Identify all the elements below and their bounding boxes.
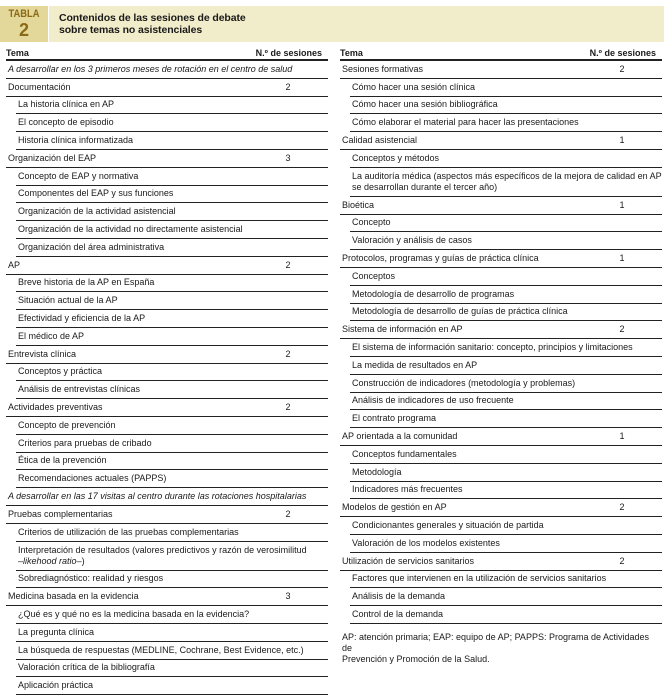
subtopic-row xyxy=(350,571,662,589)
topic-label: Protocolos, programas y guías de práctica clínica xyxy=(342,253,539,264)
subtopic-label-line2: se desarrollan durante el tercer año) xyxy=(352,181,498,192)
session-count: 2 xyxy=(285,402,291,413)
column-header xyxy=(6,44,328,61)
subtopic-label: Valoración de los modelos existentes xyxy=(352,537,500,548)
subtopic-label: Concepto de EAP y normativa xyxy=(18,170,139,181)
subtopic-row xyxy=(350,339,662,357)
subtopic-row xyxy=(16,606,328,624)
section-label: A desarrollar en los 3 primeros meses de rotación en el centro de salud xyxy=(8,63,293,74)
subtopic-label: Historia clínica informatizada xyxy=(18,135,134,146)
topic-row xyxy=(340,250,662,268)
subtopic-label: Criterios para pruebas de cribado xyxy=(18,437,152,448)
subtopic-row xyxy=(350,446,662,464)
subtopic-label: Conceptos xyxy=(352,270,396,281)
subtopic-label: Metodología de desarrollo de guías de práctica clínica xyxy=(352,306,568,317)
subtopic-row xyxy=(16,417,328,435)
session-count: 2 xyxy=(619,502,625,513)
subtopic-row xyxy=(16,114,328,132)
topic-label: Utilización de servicios sanitarios xyxy=(342,555,475,566)
session-count: 2 xyxy=(619,324,625,335)
subtopic-row xyxy=(350,97,662,115)
session-count: 1 xyxy=(619,199,625,210)
table-title-line2: sobre temas no asistenciales xyxy=(59,24,203,36)
column-header xyxy=(340,44,662,61)
subtopic-row xyxy=(350,588,662,606)
subtopic-row xyxy=(350,168,662,197)
table-label-number: 2 xyxy=(18,20,29,40)
subtopic-label: Conceptos fundamentales xyxy=(352,448,457,459)
subtopic-label: Componentes del EAP y sus funciones xyxy=(18,188,174,199)
column-header-topic: Tema xyxy=(6,48,29,58)
column-header-sessions: N.º de sesiones xyxy=(255,48,322,58)
topic-label: Actividades preventivas xyxy=(8,402,103,413)
subtopic-row xyxy=(16,453,328,471)
topic-label: AP orientada a la comunidad xyxy=(342,431,458,442)
topic-row xyxy=(340,428,662,446)
topic-label: AP xyxy=(8,259,21,270)
column-header-sessions: N.º de sesiones xyxy=(589,48,656,58)
subtopic-row xyxy=(16,275,328,293)
subtopic-label: Recomendaciones actuales (PAPPS) xyxy=(18,473,167,484)
subtopic-label: Aplicación práctica xyxy=(18,680,94,691)
topic-row xyxy=(340,61,662,79)
subtopic-row xyxy=(16,435,328,453)
topic-label: Pruebas complementarias xyxy=(8,508,113,519)
subtopic-label xyxy=(350,171,662,193)
subtopic-row xyxy=(350,304,662,322)
subtopic-label: Condicionantes generales y situación de partida xyxy=(352,520,544,531)
subtopic-row xyxy=(16,571,328,589)
subtopic-row xyxy=(16,524,328,542)
topic-row xyxy=(340,499,662,517)
topic-row xyxy=(6,79,328,97)
topic-label: Entrevista clínica xyxy=(8,348,77,359)
subtopic-row xyxy=(350,232,662,250)
subtopic-label: Breve historia de la AP en España xyxy=(18,277,155,288)
topic-label: Medicina basada en la evidencia xyxy=(8,591,139,602)
topic-row xyxy=(6,399,328,417)
subtopic-row xyxy=(350,150,662,168)
topic-label: Calidad asistencial xyxy=(342,135,418,146)
subtopic-label: Efectividad y eficiencia de la AP xyxy=(18,313,146,324)
subtopic-label: Criterios de utilización de las pruebas complementarias xyxy=(18,526,239,537)
topic-row xyxy=(6,346,328,364)
subtopic-row xyxy=(16,677,328,695)
section-heading xyxy=(6,61,328,79)
subtopic-row xyxy=(350,393,662,411)
topic-label: Documentación xyxy=(8,81,71,92)
subtopic-row xyxy=(350,606,662,624)
subtopic-row xyxy=(16,168,328,186)
subtopic-row xyxy=(350,464,662,482)
topic-label: Bioética xyxy=(342,199,375,210)
subtopic-label: Metodología xyxy=(352,466,402,477)
subtopic-row xyxy=(16,203,328,221)
footnote-line2: Prevención y Promoción de la Salud. xyxy=(342,653,490,664)
subtopic-row xyxy=(350,286,662,304)
subtopic-row xyxy=(16,364,328,382)
session-count: 2 xyxy=(285,508,291,519)
subtopic-row xyxy=(350,517,662,535)
session-count: 2 xyxy=(619,555,625,566)
subtopic-label: Construcción de indicadores (metodología y problemas) xyxy=(352,377,576,388)
subtopic-label: Sobrediagnóstico: realidad y riesgos xyxy=(18,573,164,584)
subtopic-label: ¿Qué es y qué no es la medicina basada en la evidencia? xyxy=(18,609,250,619)
session-count: 2 xyxy=(619,63,625,74)
subtopic-row xyxy=(16,642,328,660)
left-column xyxy=(6,44,328,695)
subtopic-label: Organización de la actividad no directamente asistencial xyxy=(18,224,243,235)
subtopic-label: Análisis de la demanda xyxy=(352,591,446,602)
topic-row xyxy=(340,197,662,215)
subtopic-label: La búsqueda de respuestas (MEDLINE, Cochrane, Best Evidence, etc.) xyxy=(18,644,304,655)
subtopic-label-line1: La auditoría médica (aspectos más específicos de la mejora de calidad en AP xyxy=(352,170,662,181)
subtopic-label: Concepto xyxy=(352,217,391,228)
subtopic-label: Valoración crítica de la bibliografía xyxy=(18,662,155,673)
session-count: 2 xyxy=(285,81,291,92)
right-column xyxy=(340,44,662,665)
footnote-line1: AP: atención primaria; EAP: equipo de AP; PAPPS: Programa de Actividades de xyxy=(342,631,650,653)
subtopic-row xyxy=(16,624,328,642)
subtopic-row xyxy=(16,239,328,257)
subtopic-row xyxy=(16,328,328,346)
session-count: 2 xyxy=(285,259,291,270)
subtopic-label: Ética de la prevención xyxy=(18,455,107,466)
footnote xyxy=(340,624,662,665)
subtopic-label: Situación actual de la AP xyxy=(18,295,118,306)
subtopic-label: La pregunta clínica xyxy=(18,626,95,637)
table-title xyxy=(49,6,246,42)
session-count: 3 xyxy=(285,152,291,163)
topic-label: Organización del EAP xyxy=(8,152,97,163)
subtopic-row xyxy=(16,542,328,571)
subtopic-row xyxy=(16,310,328,328)
table-header xyxy=(0,6,664,42)
subtopic-row xyxy=(350,482,662,500)
table-title-line1: Contenidos de las sesiones de debate xyxy=(59,12,246,24)
subtopic-label: La historia clínica en AP xyxy=(18,99,115,110)
subtopic-label: Factores que intervienen en la utilización de servicios sanitarios xyxy=(352,573,607,584)
subtopic-label: Conceptos y práctica xyxy=(18,366,103,377)
subtopic-label: Cómo elaborar el material para hacer las presentaciones xyxy=(352,117,579,128)
section-heading xyxy=(6,488,328,506)
subtopic-row xyxy=(350,268,662,286)
subtopic-row xyxy=(16,470,328,488)
subtopic-label: Organización del área administrativa xyxy=(18,241,165,252)
subtopic-row xyxy=(350,79,662,97)
column-header-topic: Tema xyxy=(340,48,363,58)
topic-row xyxy=(6,506,328,524)
topic-label: Sesiones formativas xyxy=(342,63,424,74)
subtopic-label-line2: –likehood ratio–) xyxy=(18,555,85,566)
topic-row xyxy=(6,150,328,168)
subtopic-label: Valoración y análisis de casos xyxy=(352,235,472,246)
topic-row xyxy=(6,257,328,275)
subtopic-label: Análisis de entrevistas clínicas xyxy=(18,384,141,395)
topic-row xyxy=(6,588,328,606)
subtopic-row xyxy=(16,660,328,678)
table-label xyxy=(0,6,49,42)
subtopic-label: Control de la demanda xyxy=(352,609,444,619)
table-label-word: TABLA xyxy=(8,8,40,20)
section-label: A desarrollar en las 17 visitas al centro durante las rotaciones hospitalarias xyxy=(8,491,307,502)
subtopic-row xyxy=(16,97,328,115)
subtopic-row xyxy=(350,215,662,233)
session-count: 3 xyxy=(285,591,291,602)
subtopic-label: Metodología de desarrollo de programas xyxy=(352,288,515,299)
subtopic-label: El concepto de episodio xyxy=(18,117,114,128)
subtopic-label xyxy=(16,545,328,567)
subtopic-row xyxy=(350,375,662,393)
subtopic-row xyxy=(16,292,328,310)
subtopic-label: Cómo hacer una sesión bibliográfica xyxy=(352,99,498,110)
topic-label: Modelos de gestión en AP xyxy=(342,502,447,513)
subtopic-row xyxy=(350,535,662,553)
subtopic-label: Indicadores más frecuentes xyxy=(352,484,463,495)
subtopic-label: Conceptos y métodos xyxy=(352,152,440,163)
subtopic-label: Análisis de indicadores de uso frecuente xyxy=(352,395,514,406)
topic-row xyxy=(340,132,662,150)
session-count: 2 xyxy=(285,348,291,359)
session-count: 1 xyxy=(619,253,625,264)
subtopic-row xyxy=(350,357,662,375)
subtopic-row xyxy=(350,410,662,428)
subtopic-row xyxy=(350,114,662,132)
subtopic-label: La medida de resultados en AP xyxy=(352,359,478,370)
left-rows xyxy=(6,61,328,695)
subtopic-label-line1: Interpretación de resultados (valores predictivos y razón de verosimilitud xyxy=(18,544,307,555)
session-count: 1 xyxy=(619,135,625,146)
session-count: 1 xyxy=(619,431,625,442)
subtopic-label: Concepto de prevención xyxy=(18,419,116,430)
subtopic-label: Cómo hacer una sesión clínica xyxy=(352,81,476,92)
subtopic-label: El médico de AP xyxy=(18,330,85,341)
subtopic-row xyxy=(16,381,328,399)
subtopic-row xyxy=(16,186,328,204)
subtopic-label: El contrato programa xyxy=(352,413,437,424)
right-rows xyxy=(340,61,662,624)
topic-row xyxy=(340,553,662,571)
subtopic-row xyxy=(16,132,328,150)
subtopic-label: Organización de la actividad asistencial xyxy=(18,206,176,217)
subtopic-row xyxy=(16,221,328,239)
topic-label: Sistema de información en AP xyxy=(342,324,463,335)
topic-row xyxy=(340,321,662,339)
subtopic-label: El sistema de información sanitario: concepto, principios y limitaciones xyxy=(352,342,633,353)
